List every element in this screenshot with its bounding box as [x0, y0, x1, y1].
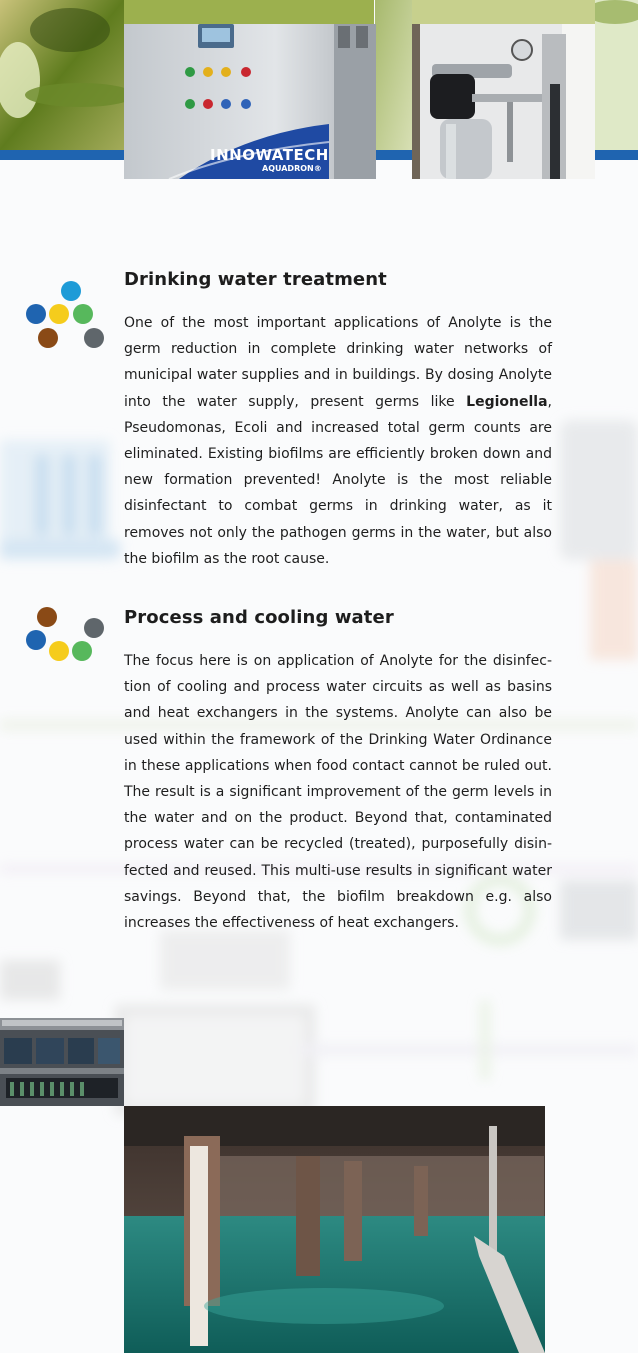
pump-photo — [412, 24, 595, 179]
section-body-drinking: One of the most important applications of Anolyte is the germ reduction in complete drinking water networks of municipal water supplies and in buildings. By dosing Anolyte into the water supply, present germs like Legionella, Pseudomonas, Ecoli and increased total germ counts are eliminated. Existing biofilms are efficiently broken down and new formation prevented! Anolyte is the most reliable disinfectant to combat germs in drinking water, as it removes not only the pathogen germs in the water, but also the biofilm as the root cause. — [124, 315, 552, 567]
section-title-process: Process and cooling water — [124, 607, 394, 628]
color-dots-icon-process — [25, 606, 105, 662]
cabinet-photo — [124, 24, 376, 179]
section-title-drinking: Drinking water treatment — [124, 269, 387, 290]
color-dots-icon-drinking — [25, 281, 105, 349]
legionella-highlight: Legionella — [466, 393, 548, 410]
reservoir-photo — [124, 1106, 545, 1353]
control-panel-photo — [0, 1018, 124, 1106]
brand-name: INNOWATECH — [210, 146, 329, 164]
product-name: AQUADRON® — [262, 164, 322, 173]
section-body-process: The focus here is on application of Anolyte for the disinfection of cooling and process water circuits as well as basins and heat exchangers in the systems. Anolyte can also be used within the framework of the Drinking Water Ordinance in these applications when food contact cannot be ruled out. The result is a significant improvement of the germ levels in the water and on the product. Beyond that, contaminated process water can be recycled (treated), purposefully disinfected and reused. This multi-use results in significant water savings. Beyond that, the biofilm breakdown e.g. also increases the effectiveness of heat exchangers. — [124, 653, 552, 932]
